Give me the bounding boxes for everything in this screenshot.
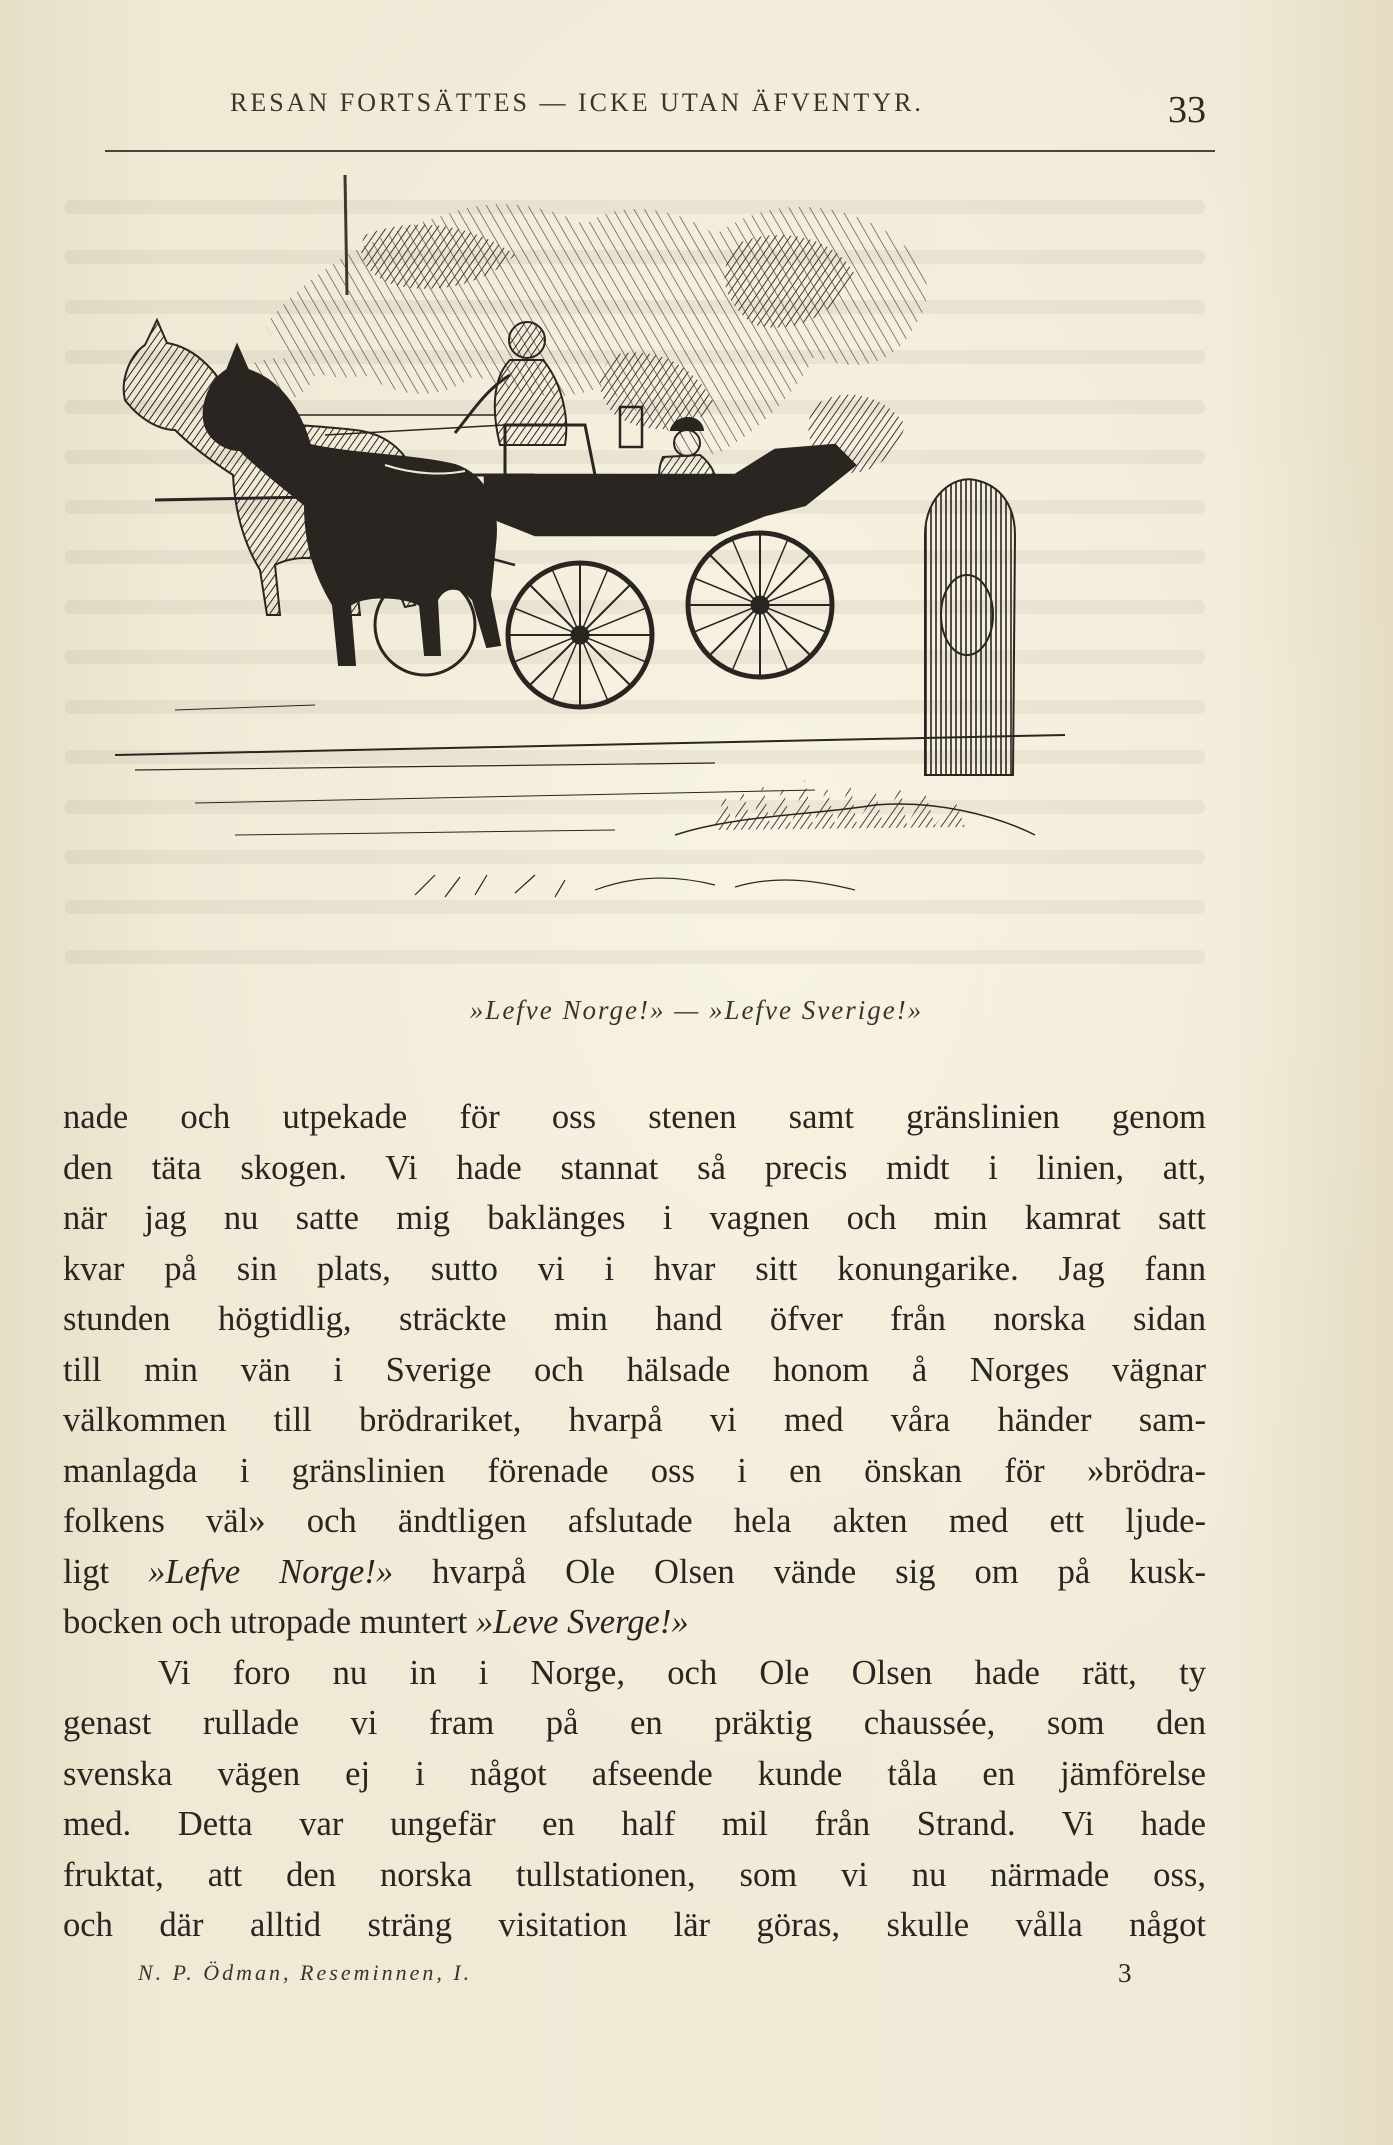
text-line: fruktat, att den norska tullstationen, som vi nu närmade oss, bbox=[63, 1855, 1206, 1894]
text-line: Vi foro nu in i Norge, och Ole Olsen hade rätt, ty bbox=[158, 1653, 1206, 1692]
text-line bbox=[63, 1547, 1206, 1598]
text-line: folkens väl» och ändtligen afslutade hela akten med ett ljude- bbox=[63, 1502, 1206, 1540]
text-run: bocken och utropade muntert bbox=[63, 1603, 476, 1641]
text-line: med. Detta var ungefär en half mil från Strand. Vi hade bbox=[63, 1805, 1206, 1843]
text-line: manlagda i gränslinien förenade oss i en önskan för »brödra- bbox=[63, 1451, 1206, 1490]
running-title: RESAN FORTSÄTTES — ICKE UTAN ÄFVENTYR. bbox=[230, 88, 924, 117]
text-line: till min vän i Sverige och hälsade honom å Norges vägnar bbox=[63, 1350, 1206, 1389]
text-run: ligt bbox=[63, 1552, 149, 1591]
text-line: kvar på sin plats, sutto vi i hvar sitt konungarike. Jag fann bbox=[63, 1249, 1206, 1288]
text-line: nade och utpekade för oss stenen samt gränslinien genom bbox=[63, 1098, 1206, 1136]
body-text bbox=[63, 1092, 1206, 1951]
boundary-stone bbox=[925, 479, 1015, 775]
carriage-illustration bbox=[115, 175, 1210, 965]
text-line: välkommen till brödrariket, hvarpå vi med våra händer sam- bbox=[63, 1401, 1206, 1439]
text-run: hvarpå Ole Olsen vände sig om på kusk- bbox=[393, 1552, 1206, 1591]
grass bbox=[715, 780, 965, 830]
text-line: den täta skogen. Vi hade stannat så precis midt i linien, att, bbox=[63, 1148, 1206, 1187]
text-line: svenska vägen ej i något afseende kunde tåla en jämförelse bbox=[63, 1754, 1206, 1793]
sheet-number: 3 bbox=[1118, 1958, 1132, 1988]
text-line: och där alltid sträng visitation lär göras, skulle vålla något bbox=[63, 1906, 1206, 1944]
text-line: när jag nu satte mig baklänges i vagnen och min kamrat satt bbox=[63, 1199, 1206, 1237]
signature-mark: N. P. Ödman, Reseminnen, I. bbox=[138, 1960, 473, 1985]
quoted-exclamation: »Lefve Norge!» bbox=[148, 1552, 394, 1591]
quoted-exclamation: »Leve Sverge!» bbox=[475, 1603, 689, 1641]
foreground-strokes bbox=[415, 875, 855, 897]
illustration-caption: »Lefve Norge!» — »Lefve Sverige!» bbox=[469, 995, 924, 1025]
rear-wheel bbox=[688, 533, 832, 677]
header-rule bbox=[105, 150, 1215, 152]
text-line: stunden högtidlig, sträckte min hand öfver från norska sidan bbox=[63, 1300, 1206, 1338]
front-wheel bbox=[508, 563, 652, 707]
text-line bbox=[63, 1597, 1206, 1648]
page-number: 33 bbox=[1168, 89, 1206, 131]
text-line: genast rullade vi fram på en präktig chaussée, som den bbox=[63, 1704, 1206, 1742]
